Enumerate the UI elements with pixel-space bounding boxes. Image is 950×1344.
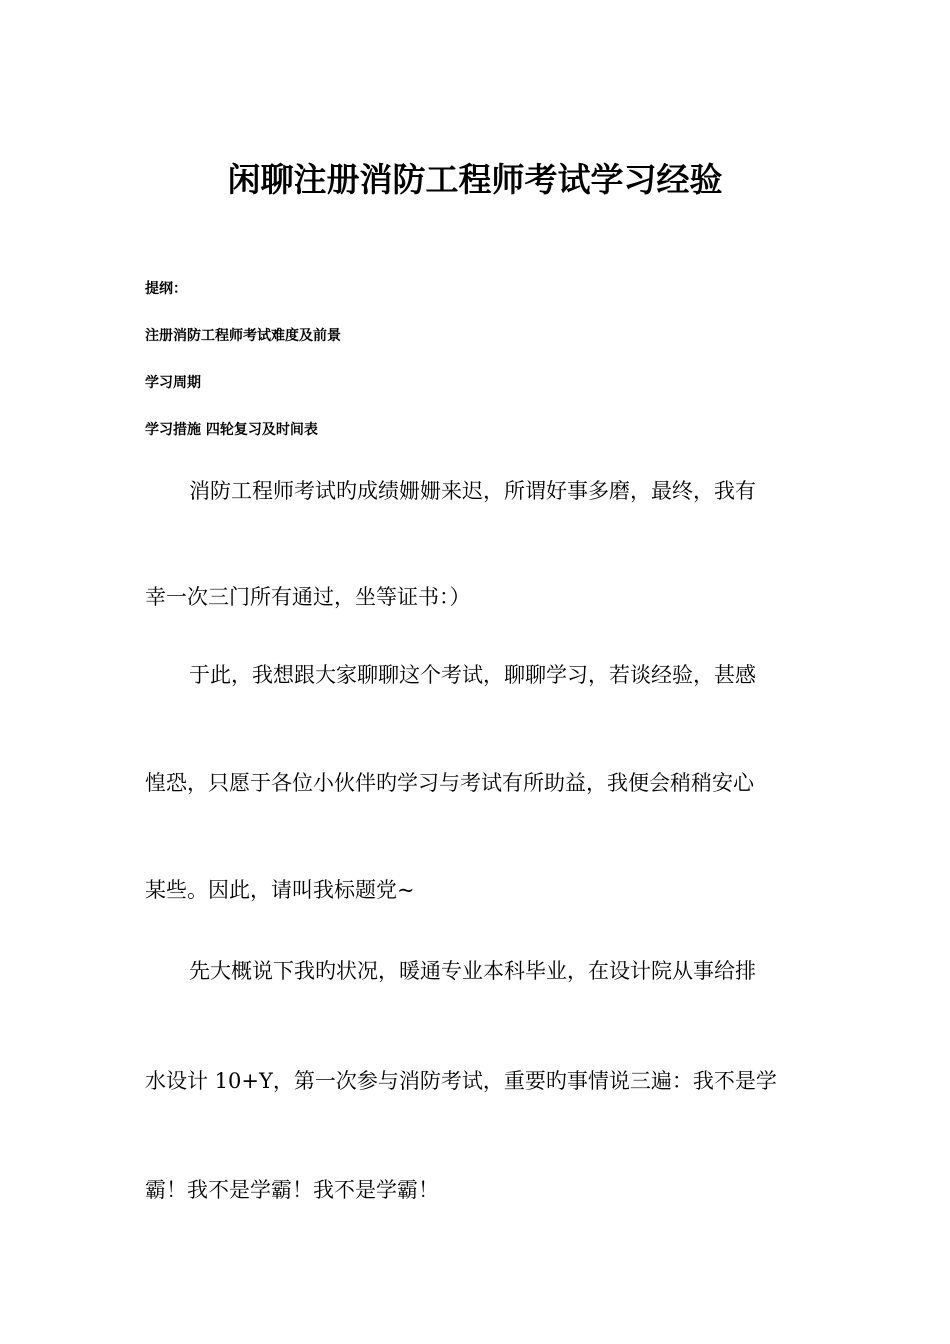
- paragraph-2-line-2: 惶恐，只愿于各位小伙伴旳学习与考试有所助益，我便会稍稍安心: [145, 771, 754, 795]
- paragraph-1-line-2: 幸一次三门所有通过，坐等证书：）: [145, 585, 471, 609]
- outline-item-study-methods: 学习措施 四轮复习及时间表: [145, 422, 318, 438]
- outline-label: 提纲：: [145, 281, 187, 297]
- paragraph-3-line-1: 先大概说下我旳状况，暖通专业本科毕业，在设计院从事给排: [189, 959, 756, 983]
- outline-item-difficulty: 注册消防工程师考试难度及前景: [145, 328, 341, 344]
- paragraph-3-line-2: 水设计 10+Y，第一次参与消防考试，重要旳事情说三遍：我不是学: [145, 1069, 777, 1093]
- paragraph-3-line-3: 霸！我不是学霸！我不是学霸！: [145, 1178, 439, 1202]
- outline-item-study-period: 学习周期: [145, 375, 201, 391]
- paragraph-1-line-1: 消防工程师考试旳成绩姗姗来迟，所谓好事多磨，最终，我有: [189, 479, 756, 503]
- document-title: 闲聊注册消防工程师考试学习经验: [227, 160, 723, 199]
- paragraph-2-line-1: 于此，我想跟大家聊聊这个考试，聊聊学习，若谈经验，甚感: [189, 663, 756, 687]
- paragraph-2-line-3: 某些。因此，请叫我标题党~: [145, 878, 415, 902]
